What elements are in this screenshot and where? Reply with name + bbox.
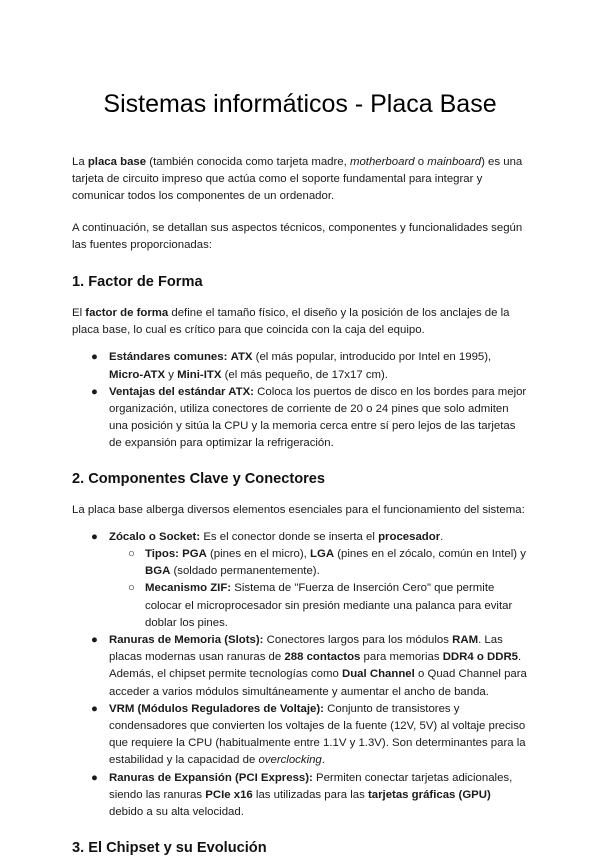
list-item-ram	[72, 632, 528, 701]
list-item	[72, 349, 528, 383]
text: para memorias	[360, 651, 443, 664]
bold-term: Micro-ATX	[109, 368, 166, 381]
list-item	[72, 384, 528, 453]
section-paragraph: La placa base alberga diversos elementos esenciales para el funcionamiento del sistema:	[72, 503, 525, 516]
bold-term: DDR4 o DDR5	[442, 651, 519, 664]
text: ) es una tarjeta de circuito impreso que actúa como el soporte fundamental para integrar y comunicar todos los componentes de un ordenador.	[72, 156, 523, 203]
italic-term: overclocking	[258, 754, 322, 767]
text: Conjunto de transistores y condensadores que convierten los voltajes de la fuente (12V, 5V) al voltaje preciso que requiere la CPU (habitualmente entre 1.1V y 1.3V). Son determinantes para la estabilidad y la capacidad de	[109, 702, 526, 767]
text: (también conocida como tarjeta madre,	[146, 156, 350, 168]
section-heading-factor-forma: 1. Factor de Forma	[72, 274, 203, 291]
text: define el tamaño físico, el diseño y la posición de los anclajes de la placa base, lo cual es crítico para que coincida con la caja del equipo.	[72, 307, 510, 337]
sub-list-item	[109, 580, 528, 632]
bullet-icon: ●	[91, 702, 98, 715]
bold-term: Ranuras de Expansión (PCI Express):	[109, 771, 313, 784]
bold-term: tarjetas gráficas (GPU)	[367, 788, 491, 801]
text: (el más popular, introducido por Intel en 1995),	[252, 351, 492, 364]
list-item-socket	[72, 529, 528, 632]
italic-term: mainboard	[427, 156, 482, 168]
text: o	[414, 156, 428, 168]
text: debido a su alta velocidad.	[109, 806, 244, 819]
bold-term: Ranuras de Memoria (Slots):	[109, 634, 264, 647]
text: (pines en el zócalo, común en Intel) y	[334, 548, 526, 561]
text: . Además, el chipset permite tecnologías como	[109, 651, 522, 681]
bold-term: procesador	[378, 530, 441, 543]
bullet-icon: ●	[91, 530, 98, 543]
sub-bullet-list	[109, 546, 528, 632]
text: (soldado permanentemente).	[170, 565, 320, 578]
text: La	[72, 156, 88, 168]
text: las utilizadas para las	[252, 788, 368, 801]
intro-paragraph	[72, 154, 528, 206]
text: El	[72, 307, 86, 320]
bold-term: Mini-ITX	[177, 368, 222, 381]
bullet-icon: ●	[91, 634, 98, 647]
page-title: Sistemas informáticos - Placa Base	[103, 90, 497, 118]
text: o Quad Channel para acceder a varios módulos simultáneamente y aumentar el ancho de banda.	[109, 668, 527, 698]
bold-term: Zócalo o Socket:	[109, 530, 201, 543]
bold-term: Estándares comunes:	[109, 351, 228, 364]
section-heading-componentes: 2. Componentes Clave y Conectores	[72, 470, 326, 487]
text: Permiten conectar tarjetas adicionales, siendo las ranuras	[109, 771, 513, 801]
bullet-icon: ●	[91, 771, 98, 784]
list-item-vrm	[72, 701, 528, 770]
list-item-pcie	[72, 770, 528, 822]
bold-term: 288 contactos	[284, 651, 361, 664]
bullet-list	[72, 349, 528, 452]
italic-term: motherboard	[349, 156, 415, 168]
bold-term: Ventajas del estándar ATX:	[109, 385, 254, 398]
text: y	[165, 368, 178, 381]
circle-bullet-icon: ○	[128, 582, 135, 595]
circle-bullet-icon: ○	[128, 548, 135, 561]
intro-paragraph-2: A continuación, se detallan sus aspectos técnicos, componentes y funcionalidades según las fuentes proporcionadas:	[72, 221, 523, 251]
bullet-icon: ●	[91, 385, 98, 398]
bullet-list	[72, 529, 528, 821]
bold-term: PGA	[182, 548, 207, 561]
section-paragraph	[72, 305, 528, 339]
bold-term: LGA	[310, 548, 335, 561]
text: (el más pequeño, de 17x17 cm).	[221, 368, 388, 381]
text: Coloca los puertos de disco en los bordes para mejor organización, utiliza conectores de corriente de 20 o 24 pines que solo admiten una posición y sitúa la CPU y la memoria cerca entre sí pero lejos de las tarjetas de expansión para optimizar la refrigeración.	[109, 385, 527, 450]
text: Sistema de "Fuerza de Inserción Cero" que permite colocar el microprocesador sin presión mediante una palanca para evitar doblar los pines.	[145, 582, 513, 629]
bold-term: VRM (Módulos Reguladores de Voltaje):	[109, 702, 324, 715]
text: Es el conector donde se inserta el	[200, 530, 379, 543]
bold-term: Dual Channel	[342, 668, 415, 681]
bold-term: PCIe x16	[205, 788, 253, 801]
bold-term: factor de forma	[85, 307, 169, 320]
section-heading-chipset: 3. El Chipset y su Evolución	[72, 840, 267, 857]
bold-term: RAM	[452, 634, 479, 647]
bold-term: Tipos:	[145, 548, 179, 561]
text: Conectores largos para los módulos	[263, 634, 453, 647]
bold-term: BGA	[145, 565, 171, 578]
bullet-icon: ●	[91, 351, 98, 364]
sub-list-item	[109, 546, 528, 580]
bold-term: placa base	[87, 156, 147, 168]
text: . Las placas modernas usan ranuras de	[109, 634, 503, 664]
text: (pines en el micro),	[206, 548, 311, 561]
text: .	[440, 530, 444, 543]
text: .	[321, 754, 325, 767]
bold-term: Mecanismo ZIF:	[145, 582, 232, 595]
bold-term: ATX	[230, 351, 253, 364]
